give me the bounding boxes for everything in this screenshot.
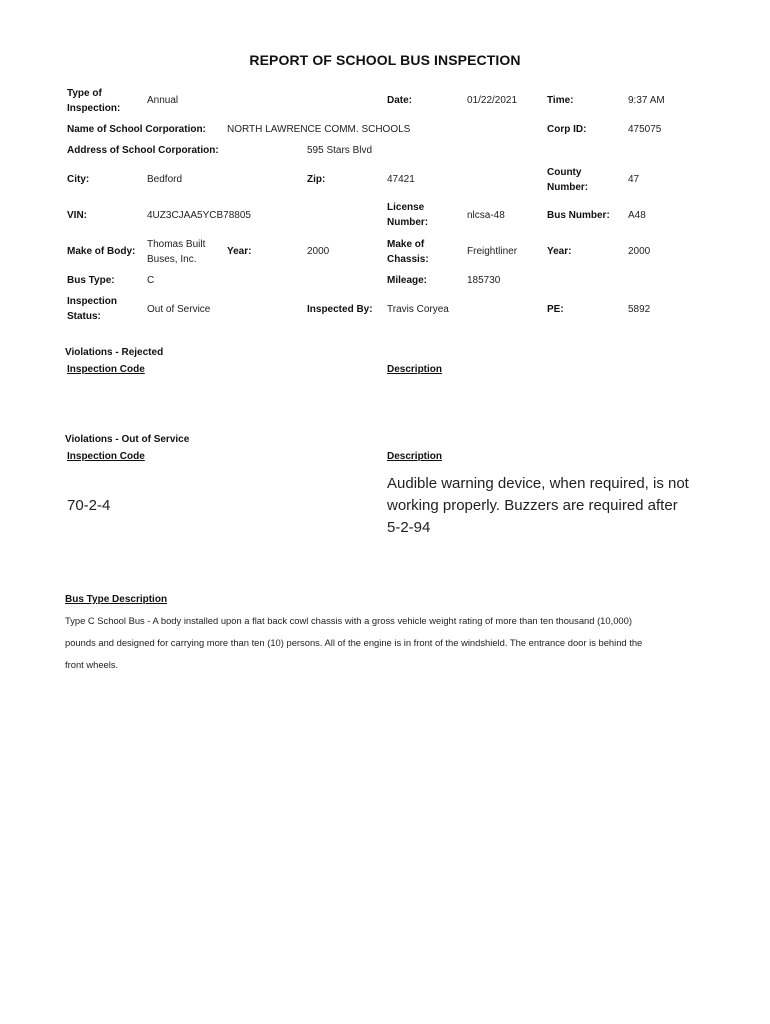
city-value: Bedford bbox=[147, 174, 183, 185]
chassis-year-label: Year: bbox=[547, 246, 572, 257]
address-label: Address of School Corporation: bbox=[67, 145, 219, 156]
body-year-label: Year: bbox=[227, 246, 252, 257]
violation-description-line1: Audible warning device, when required, is not bbox=[387, 475, 689, 492]
violation-code: 70-2-4 bbox=[67, 497, 111, 514]
make-of-body-value-line2: Buses, Inc. bbox=[147, 254, 197, 265]
inspection-status-label-line1: Inspection bbox=[67, 296, 118, 307]
county-number-label-line1: County bbox=[547, 167, 582, 178]
zip-value: 47421 bbox=[387, 174, 415, 185]
violations-oos-heading: Violations - Out of Service bbox=[65, 434, 190, 445]
license-number-value: nlcsa-48 bbox=[467, 210, 505, 221]
bus-type-description-text bbox=[65, 610, 725, 676]
make-of-body-label: Make of Body: bbox=[67, 246, 136, 257]
city-label: City: bbox=[67, 174, 90, 185]
school-corporation-label: Name of School Corporation: bbox=[67, 124, 206, 135]
pe-label: PE: bbox=[547, 304, 564, 315]
make-of-body-value-line1: Thomas Built bbox=[147, 239, 206, 250]
vin-value: 4UZ3CJAA5YCB78805 bbox=[147, 210, 251, 221]
make-of-body-value bbox=[147, 237, 205, 267]
bus-type-description-heading: Bus Type Description bbox=[65, 594, 168, 605]
county-number-label-line2: Number: bbox=[547, 182, 589, 193]
county-number-label bbox=[547, 165, 588, 195]
inspected-by-value: Travis Coryea bbox=[387, 304, 449, 315]
vin-label: VIN: bbox=[67, 210, 87, 221]
bus-type-label: Bus Type: bbox=[67, 275, 115, 286]
bus-number-label: Bus Number: bbox=[547, 210, 610, 221]
make-of-chassis-label-line2: Chassis: bbox=[387, 254, 429, 265]
make-of-chassis-value: Freightliner bbox=[467, 246, 518, 257]
date-label: Date: bbox=[387, 95, 413, 106]
license-number-label bbox=[387, 200, 428, 230]
bus-type-description-line3: front wheels. bbox=[65, 659, 119, 670]
type-of-inspection-label-line1: Type of bbox=[67, 88, 102, 99]
corp-id-label: Corp ID: bbox=[547, 124, 587, 135]
violation-description-line3: 5-2-94 bbox=[387, 519, 431, 536]
license-number-label-line1: License bbox=[387, 202, 425, 213]
bus-number-value: A48 bbox=[628, 210, 646, 221]
violations-rejected-description-header: Description bbox=[387, 364, 443, 375]
violation-description-line2: working properly. Buzzers are required after bbox=[387, 497, 678, 514]
inspection-status-label-line2: Status: bbox=[67, 311, 101, 322]
inspection-status-label bbox=[67, 294, 117, 324]
type-of-inspection-label bbox=[67, 86, 120, 116]
corp-id-value: 475075 bbox=[628, 124, 662, 135]
violations-rejected-code-header: Inspection Code bbox=[67, 364, 145, 375]
time-label: Time: bbox=[547, 95, 574, 106]
date-value: 01/22/2021 bbox=[467, 95, 518, 106]
type-of-inspection-label-line2: Inspection: bbox=[67, 103, 121, 114]
county-number-value: 47 bbox=[628, 174, 640, 185]
license-number-label-line2: Number: bbox=[387, 217, 429, 228]
make-of-chassis-label-line1: Make of bbox=[387, 239, 425, 250]
page-title: REPORT OF SCHOOL BUS INSPECTION bbox=[249, 52, 521, 68]
time-value: 9:37 AM bbox=[628, 95, 665, 106]
violations-rejected-heading: Violations - Rejected bbox=[65, 347, 164, 358]
mileage-value: 185730 bbox=[467, 275, 501, 286]
chassis-year-value: 2000 bbox=[628, 246, 651, 257]
body-year-value: 2000 bbox=[307, 246, 330, 257]
violations-oos-description-header: Description bbox=[387, 451, 443, 462]
inspected-by-label: Inspected By: bbox=[307, 304, 373, 315]
make-of-chassis-label bbox=[387, 237, 429, 267]
address-value: 595 Stars Blvd bbox=[307, 145, 373, 156]
violations-oos-code-header: Inspection Code bbox=[67, 451, 145, 462]
bus-type-description-line2: pounds and designed for carrying more than ten (10) persons. All of the engine is in front of the windshield. The entrance door is behind the bbox=[65, 637, 643, 648]
inspection-status-value: Out of Service bbox=[147, 304, 211, 315]
bus-type-value: C bbox=[147, 275, 155, 286]
school-corporation-value: NORTH LAWRENCE COMM. SCHOOLS bbox=[227, 124, 411, 135]
type-of-inspection-value: Annual bbox=[147, 95, 179, 106]
zip-label: Zip: bbox=[307, 174, 326, 185]
bus-type-description-line1: Type C School Bus - A body installed upon a flat back cowl chassis with a gross vehicle weight rating of more than ten thousand (10,000) bbox=[65, 615, 632, 626]
violation-description bbox=[387, 473, 727, 539]
pe-value: 5892 bbox=[628, 304, 651, 315]
mileage-label: Mileage: bbox=[387, 275, 428, 286]
